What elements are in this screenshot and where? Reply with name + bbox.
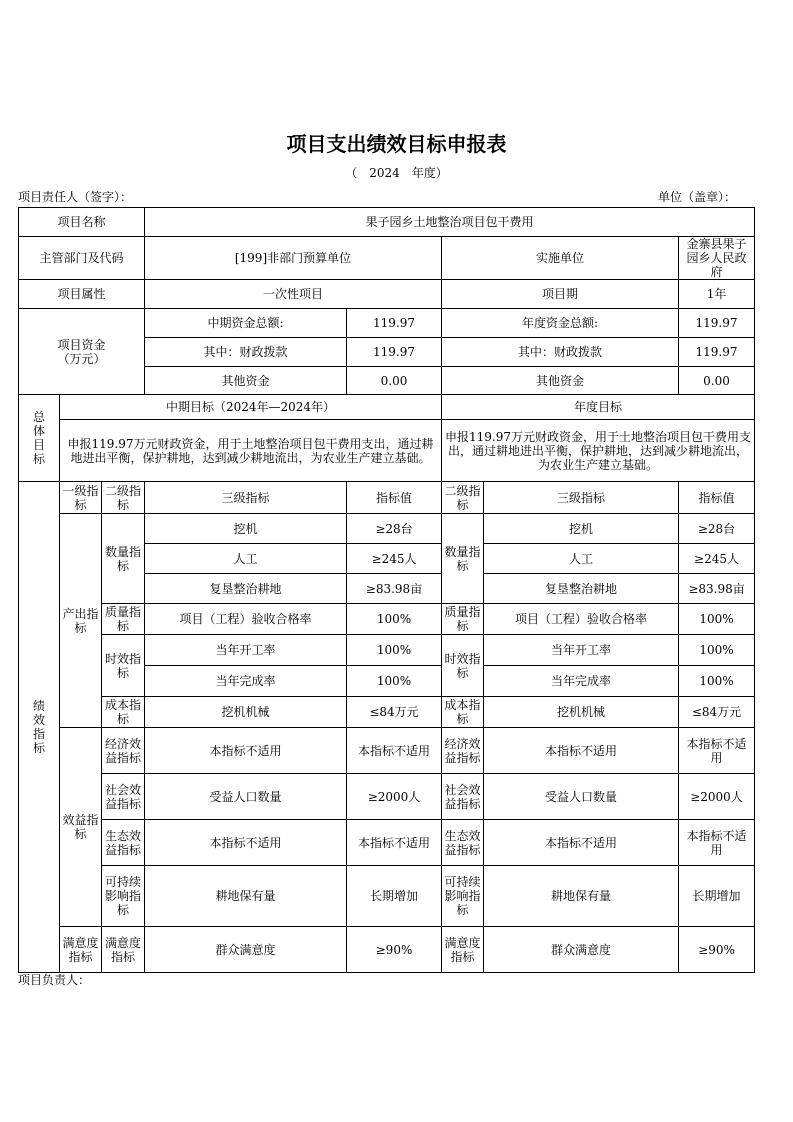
- department-label: 主管部门及代码: [19, 237, 145, 280]
- indicator-name: 本指标不适用: [145, 728, 347, 774]
- department-row: [19, 237, 755, 280]
- indicator-name: 群众满意度: [145, 927, 347, 973]
- performance-indicator-label: 绩效指标: [19, 482, 60, 973]
- indicator-year-value: 本指标不适用: [679, 820, 755, 866]
- project-name-label: 项目名称: [19, 208, 145, 237]
- social-indicator-label-year: 社会效益指标: [442, 774, 484, 820]
- year-total-funds-value: 119.97: [679, 309, 755, 338]
- indicator-row: [19, 728, 755, 774]
- year-other-funds-label: 其他资金: [442, 367, 679, 395]
- project-leader-label: 项目负责人：: [18, 973, 91, 987]
- year-line: （ 2024 年度）: [345, 166, 448, 180]
- indicator-name: 本指标不适用: [145, 820, 347, 866]
- col-level1-header: 一级指标: [60, 482, 102, 514]
- indicator-year-value: ≤84万元: [679, 697, 755, 728]
- indicator-name: 挖机: [145, 514, 347, 544]
- overall-goal-label: 总体目标: [19, 395, 60, 482]
- quantity-indicator-label: 数量指标: [102, 514, 145, 604]
- mid-goal-text: 申报119.97万元财政资金，用于土地整治项目包干费用支出，通过耕地进出平衡，保护耕地，达到减少耕地流出，为农业生产建立基础。: [60, 420, 442, 482]
- indicator-year-value: ≥245人: [679, 544, 755, 574]
- mid-total-funds-label: 中期资金总额:: [145, 309, 347, 338]
- indicator-year-value: ≥90%: [679, 927, 755, 973]
- indicator-year-value: 100%: [679, 666, 755, 697]
- indicator-row: [19, 604, 755, 635]
- cost-indicator-label-year: 成本指标: [442, 697, 484, 728]
- implementing-unit-label: 实施单位: [442, 237, 679, 280]
- ecological-indicator-label: 生态效益指标: [102, 820, 145, 866]
- indicator-name-year: 耕地保有量: [484, 866, 679, 927]
- quality-indicator-label-year: 质量指标: [442, 604, 484, 635]
- indicator-year-value: ≥28台: [679, 514, 755, 544]
- page-title: 项目支出绩效目标申报表: [286, 132, 507, 156]
- mid-other-funds-label: 其他资金: [145, 367, 347, 395]
- indicator-name: 挖机机械: [145, 697, 347, 728]
- indicator-name: 当年开工率: [145, 635, 347, 666]
- col-level3-header: 三级指标: [145, 482, 347, 514]
- goals-text-row: [19, 420, 755, 482]
- indicator-name: 项目（工程）验收合格率: [145, 604, 347, 635]
- indicator-row: [19, 774, 755, 820]
- indicator-name-year: 本指标不适用: [484, 728, 679, 774]
- economic-indicator-label: 经济效益指标: [102, 728, 145, 774]
- cost-indicator-label: 成本指标: [102, 697, 145, 728]
- indicator-row: [19, 697, 755, 728]
- indicator-name-year: 挖机: [484, 514, 679, 544]
- indicator-mid-value: 长期增加: [347, 866, 442, 927]
- goals-header-row: [19, 395, 755, 420]
- mid-other-funds-value: 0.00: [347, 367, 442, 395]
- indicator-row: [19, 514, 755, 544]
- col-level3-header-year: 三级指标: [484, 482, 679, 514]
- indicator-mid-value: ≥28台: [347, 514, 442, 544]
- indicator-name: 复垦整治耕地: [145, 574, 347, 604]
- indicator-name: 耕地保有量: [145, 866, 347, 927]
- indicator-mid-value: ≤84万元: [347, 697, 442, 728]
- quality-indicator-label: 质量指标: [102, 604, 145, 635]
- col-value-header: 指标值: [347, 482, 442, 514]
- col-level2-header: 二级指标: [102, 482, 145, 514]
- funds-total-row: [19, 309, 755, 338]
- quantity-indicator-label-year: 数量指标: [442, 514, 484, 604]
- responsible-signature-label: 项目责任人（签字）：: [18, 190, 133, 204]
- sustainable-indicator-label-year: 可持续影响指标: [442, 866, 484, 927]
- indicator-name-year: 当年完成率: [484, 666, 679, 697]
- indicator-row: [19, 820, 755, 866]
- social-indicator-label: 社会效益指标: [102, 774, 145, 820]
- project-attribute-row: [19, 280, 755, 309]
- col-value-header-year: 指标值: [679, 482, 755, 514]
- indicator-mid-value: 100%: [347, 604, 442, 635]
- year-goal-text: 申报119.97万元财政资金，用于土地整治项目包干费用支出，通过耕地进出平衡，保护耕地，达到减少耕地流出，为农业生产建立基础。: [442, 420, 755, 482]
- indicator-year-value: 100%: [679, 604, 755, 635]
- indicator-name: 受益人口数量: [145, 774, 347, 820]
- economic-indicator-label-year: 经济效益指标: [442, 728, 484, 774]
- indicator-name: 人工: [145, 544, 347, 574]
- mid-fiscal-funds-value: 119.97: [347, 338, 442, 367]
- year-goal-header: 年度目标: [442, 395, 755, 420]
- indicator-name-year: 项目（工程）验收合格率: [484, 604, 679, 635]
- project-name-value: 果子园乡土地整治项目包干费用: [145, 208, 755, 237]
- indicator-name: 当年完成率: [145, 666, 347, 697]
- indicator-mid-value: 本指标不适用: [347, 820, 442, 866]
- output-indicator-label: 产出指标: [60, 514, 102, 728]
- year-total-funds-label: 年度资金总额:: [442, 309, 679, 338]
- project-funds-label: 项目资金 （万元）: [19, 309, 145, 395]
- indicator-name-year: 复垦整治耕地: [484, 574, 679, 604]
- timeliness-indicator-label-year: 时效指标: [442, 635, 484, 697]
- indicator-mid-value: 100%: [347, 666, 442, 697]
- year-fiscal-funds-value: 119.97: [679, 338, 755, 367]
- project-attribute-value: 一次性项目: [145, 280, 442, 309]
- indicator-row: [19, 927, 755, 973]
- department-value: [199]非部门预算单位: [145, 237, 442, 280]
- indicator-year-value: ≥2000人: [679, 774, 755, 820]
- timeliness-indicator-label: 时效指标: [102, 635, 145, 697]
- indicator-year-value: 100%: [679, 635, 755, 666]
- mid-total-funds-value: 119.97: [347, 309, 442, 338]
- indicator-mid-value: ≥245人: [347, 544, 442, 574]
- indicator-year-value: 长期增加: [679, 866, 755, 927]
- performance-goal-table: [18, 207, 755, 973]
- indicator-name-year: 群众满意度: [484, 927, 679, 973]
- indicator-mid-value: 本指标不适用: [347, 728, 442, 774]
- year-fiscal-funds-label: 其中：财政拨款: [442, 338, 679, 367]
- year-other-funds-value: 0.00: [679, 367, 755, 395]
- project-period-label: 项目期: [442, 280, 679, 309]
- indicator-row: [19, 866, 755, 927]
- satisfaction-level2-label-year: 满意度指标: [442, 927, 484, 973]
- indicator-name-year: 受益人口数量: [484, 774, 679, 820]
- indicator-year-value: 本指标不适用: [679, 728, 755, 774]
- project-period-value: 1年: [679, 280, 755, 309]
- indicator-name-year: 本指标不适用: [484, 820, 679, 866]
- indicator-mid-value: ≥83.98亩: [347, 574, 442, 604]
- ecological-indicator-label-year: 生态效益指标: [442, 820, 484, 866]
- benefit-indicator-label: 效益指标: [60, 728, 102, 927]
- indicator-name-year: 挖机机械: [484, 697, 679, 728]
- unit-seal-label: 单位（盖章）：: [657, 190, 736, 204]
- satisfaction-level2-label: 满意度指标: [102, 927, 145, 973]
- implementing-unit-value: 金寨县果子园乡人民政府: [679, 237, 755, 280]
- sustainable-indicator-label: 可持续影响指标: [102, 866, 145, 927]
- indicator-name-year: 当年开工率: [484, 635, 679, 666]
- indicator-row: [19, 635, 755, 666]
- indicator-year-value: ≥83.98亩: [679, 574, 755, 604]
- indicator-mid-value: 100%: [347, 635, 442, 666]
- project-attribute-label: 项目属性: [19, 280, 145, 309]
- col-level2-header-year: 二级指标: [442, 482, 484, 514]
- indicator-mid-value: ≥90%: [347, 927, 442, 973]
- indicator-mid-value: ≥2000人: [347, 774, 442, 820]
- mid-fiscal-funds-label: 其中：财政拨款: [145, 338, 347, 367]
- mid-goal-header: 中期目标（2024年—2024年）: [60, 395, 442, 420]
- project-name-row: [19, 208, 755, 237]
- indicator-name-year: 人工: [484, 544, 679, 574]
- satisfaction-level1-label: 满意度指标: [60, 927, 102, 973]
- perf-header-row: [19, 482, 755, 514]
